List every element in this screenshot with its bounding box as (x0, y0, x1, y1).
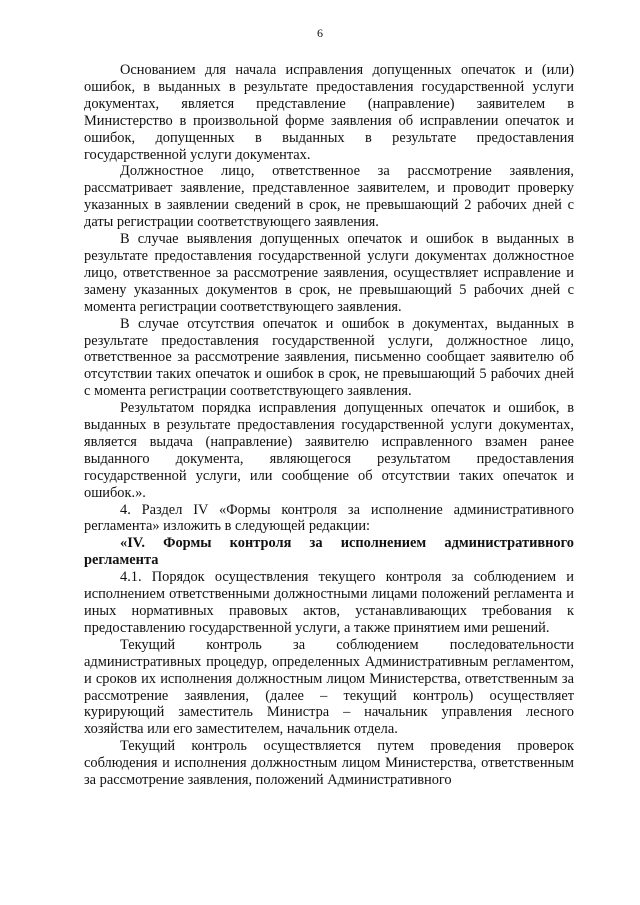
paragraph-4-1: 4.1. Порядок осуществления текущего контроля за соблюдением и исполнением ответственными должностными лицами положений регламента и иных нормативных правовых актов, устанавливающих требования к предоставлению государственной услуги, а также принятием ими решений. (84, 569, 574, 636)
paragraph-review-check: Должностное лицо, ответственное за рассмотрение заявления, рассматривает заявление, представленное заявителем, и проводит проверку указанных в заявлении сведений в срок, не превышающий 2 рабочих дней с даты регистрации соответствующего заявления. (84, 163, 574, 231)
paragraph-correction-basis: Основанием для начала исправления допущенных опечаток и (или) ошибок, в выданных в результате предоставления государственной услуги документах, является представление (направление) заявителем в Министерство в произвольной форме заявления об исправлении опечаток и ошибок, допущенных в выданных в результате предоставления государственной услуги документах. (84, 62, 574, 163)
paragraph-control-checks: Текущий контроль осуществляется путем проведения проверок соблюдения и исполнения должностным лицом Министерства, ответственным за рассмотрение заявления, положений Административного (84, 738, 574, 789)
page-number: 6 (317, 26, 323, 40)
paragraph-no-errors: В случае отсутствия опечаток и ошибок в документах, выданных в результате предоставления государственной услуги, должностное лицо, ответственное за рассмотрение заявления, письменно сообщает заявителю об отсутствии таких опечаток и ошибок в срок, не превышающий 5 рабочих дней с момента регистрации соответствующего заявления. (84, 315, 574, 400)
paragraph-section-iv-amendment: 4. Раздел IV «Формы контроля за исполнение административного регламента» изложить в следующей редакции: (84, 501, 574, 535)
document-body (84, 62, 574, 789)
paragraph-correction-result: Результатом порядка исправления допущенных опечаток и ошибок, в выданных в результате предоставления государственной услуги документах, является выдача (направление) заявителю исправленного взамен ранее выданного документа, являющегося результатом предоставления государственной услуги, или сообщение об отсутствии таких опечаток и ошибок.». (84, 400, 574, 501)
section-heading: «IV. Формы контроля за исполнением административного регламента (84, 535, 574, 569)
paragraph-errors-found: В случае выявления допущенных опечаток и ошибок в выданных в результате предоставления государственной услуги документах должностное лицо, ответственное за рассмотрение заявления, осуществляет исправление и замену указанных документов в срок, не превышающий 5 рабочих дней с момента регистрации соответствующего заявления. (84, 231, 574, 315)
paragraph-current-control: Текущий контроль за соблюдением последовательности административных процедур, определенных Административным регламентом, и сроков их исполнения должностным лицом Министерства, ответственным за рассмотрение заявления, (далее – текущий контроль) осуществляет курирующий заместитель Министра – начальник управления лесного хозяйства или его заместителем, начальник отдела. (84, 636, 574, 738)
